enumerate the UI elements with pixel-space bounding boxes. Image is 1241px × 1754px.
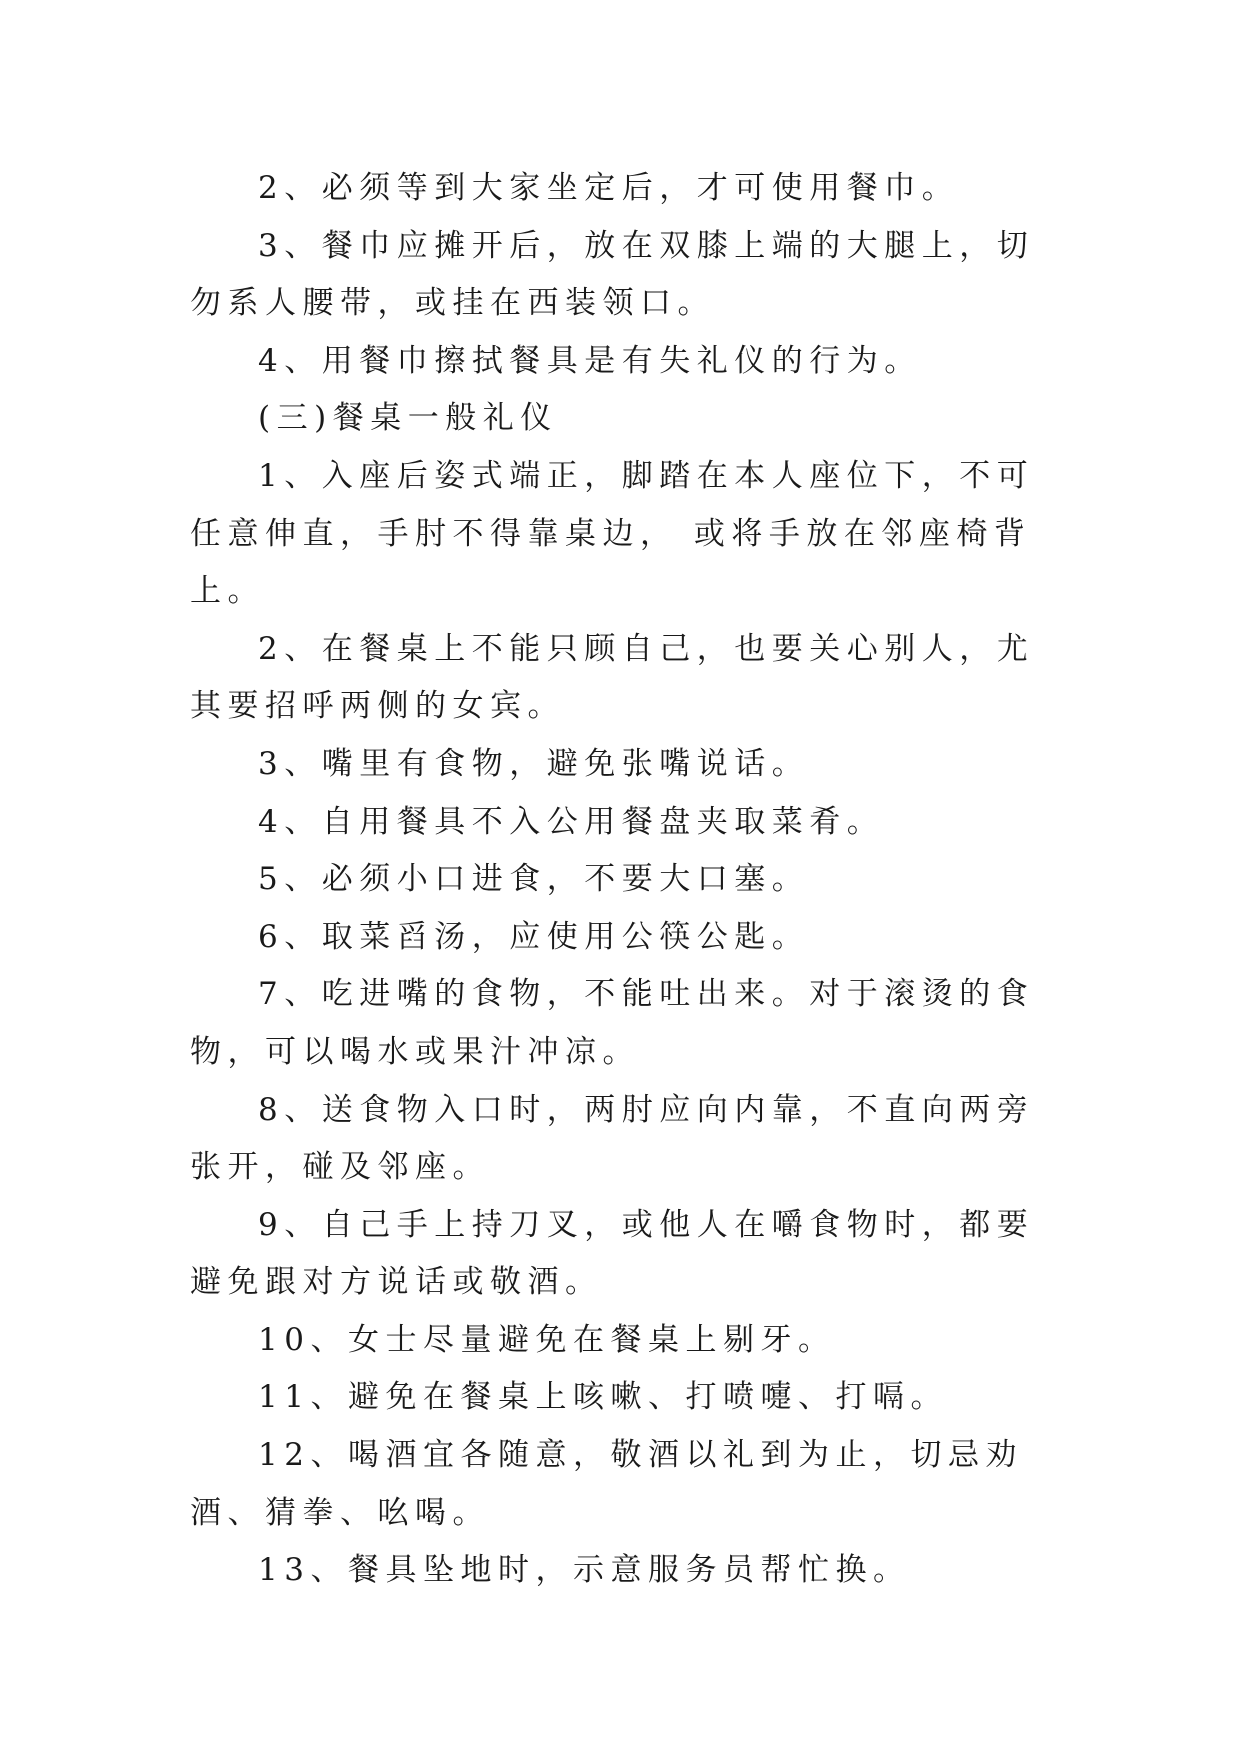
paragraph-table-rule-12: 12、喝酒宜各随意，敬酒以礼到为止，切忌劝酒、猜拳、吆喝。 <box>190 1437 1023 1531</box>
paragraph-table-rule-2: 2、在餐桌上不能只顾自己，也要关心别人，尤其要招呼两侧的女宾。 <box>190 630 1035 725</box>
paragraph-napkin-rule-3: 3、餐巾应摊开后，放在双膝上端的大腿上，切勿系人腰带，或挂在西装领口。 <box>190 227 1035 322</box>
section-heading: (三)餐桌一般礼仪 <box>258 400 558 437</box>
paragraph-table-rule-8: 8、送食物入口时，两肘应向内靠，不直向两旁张开，碰及邻座。 <box>190 1091 1035 1186</box>
paragraph-table-rule-6: 6、取菜舀汤，应使用公筷公匙。 <box>258 918 810 955</box>
paragraph-table-rule-7: 7、吃进嘴的食物，不能吐出来。对于滚烫的食物，可以喝水或果汁冲凉。 <box>190 976 1035 1070</box>
paragraph-table-rule-3: 3、嘴里有食物，避免张嘴说话。 <box>258 745 810 782</box>
paragraph-table-rule-10: 10、女士尽量避免在餐桌上剔牙。 <box>258 1321 836 1358</box>
paragraph-table-rule-9: 9、自己手上持刀叉，或他人在嚼食物时，都要避免跟对方说话或敬酒。 <box>190 1206 1035 1301</box>
paragraph-table-rule-13: 13、餐具坠地时，示意服务员帮忙换。 <box>258 1552 911 1589</box>
paragraph-table-rule-1: 1、入座后姿式端正，脚踏在本人座位下，不可任意伸直，手肘不得靠桌边， 或将手放在邻座椅背上。 <box>190 457 1035 610</box>
paragraph-table-rule-5: 5、必须小口进食，不要大口塞。 <box>258 861 810 898</box>
paragraph-napkin-rule-2: 2、必须等到大家坐定后，才可使用餐巾。 <box>258 170 960 206</box>
paragraph-table-rule-11: 11、避免在餐桌上咳嗽、打喷嚏、打嗝。 <box>258 1379 948 1416</box>
paragraph-napkin-rule-4: 4、用餐巾擦拭餐具是有失礼仪的行为。 <box>258 342 922 379</box>
paragraph-table-rule-4: 4、自用餐具不入公用餐盘夹取菜肴。 <box>258 803 885 840</box>
document-body <box>190 160 1050 1600</box>
